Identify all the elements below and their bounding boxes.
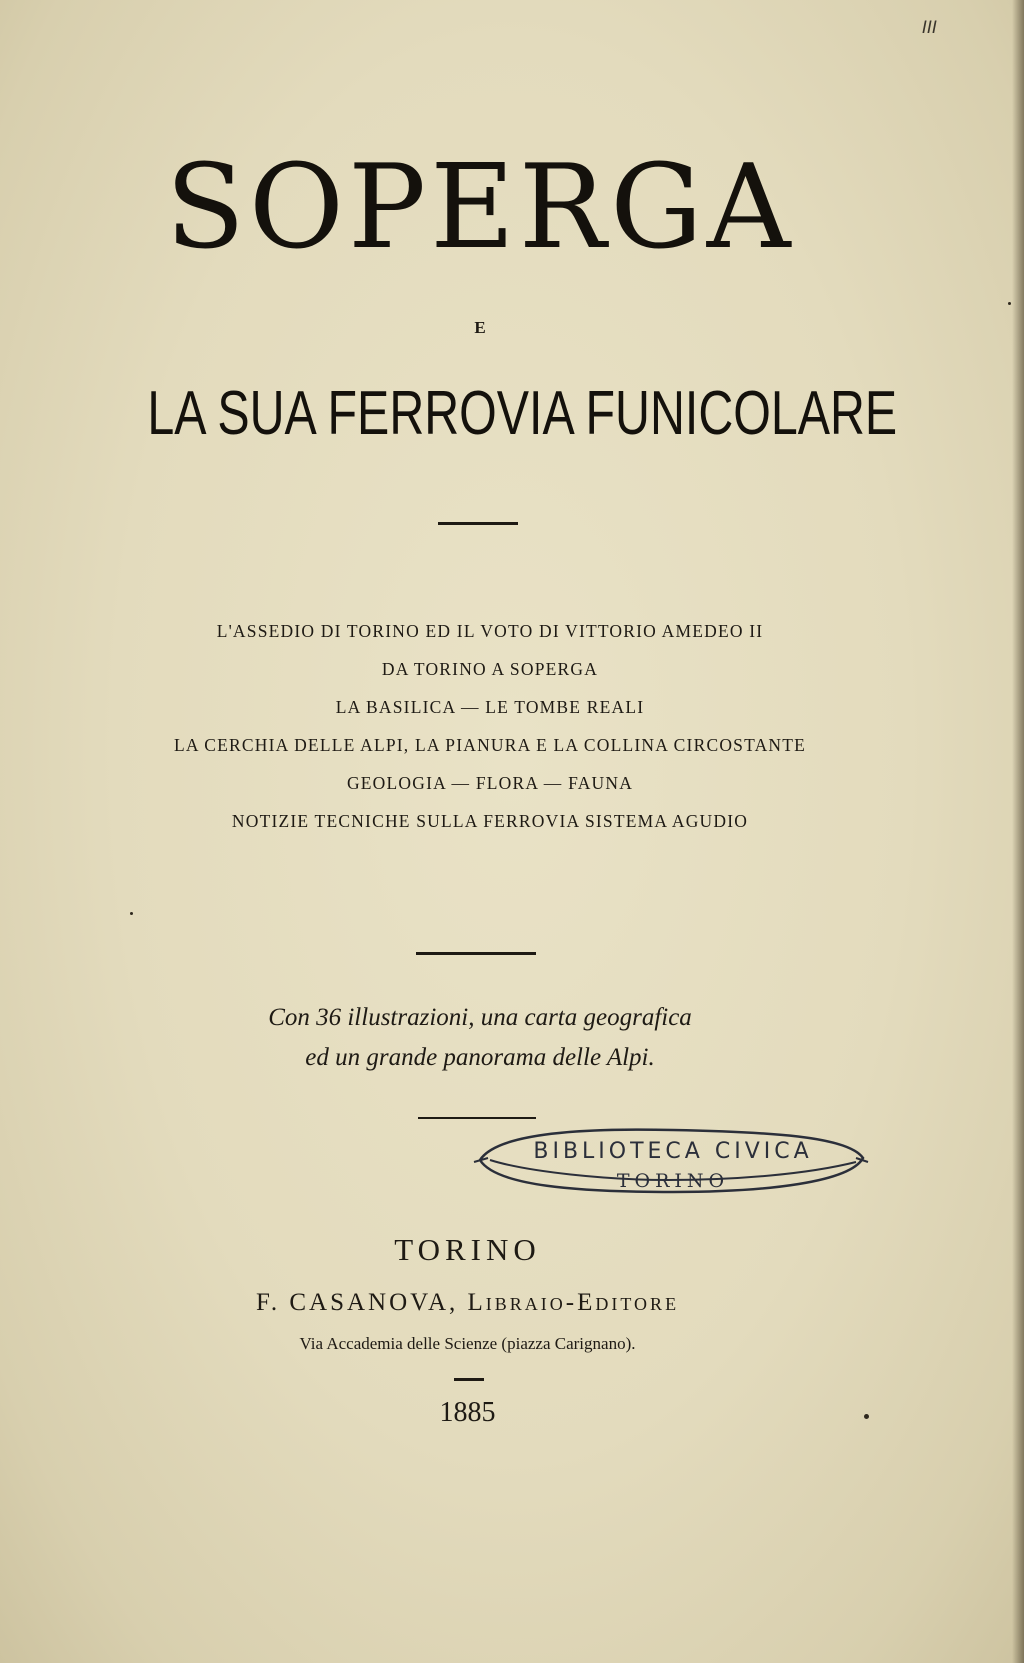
imprint-address: Via Accademia delle Scienze (piazza Carignano).	[299, 1334, 636, 1353]
stamp-line-1: BIBLIOTECA CIVICA	[533, 1139, 813, 1164]
publisher-name: F. CASANOVA	[255, 1289, 450, 1316]
paper-speck	[864, 1414, 869, 1419]
publisher-role: Libraio-Editore	[467, 1289, 680, 1316]
imprint-city: TORINO	[394, 1232, 541, 1267]
illustrations-line: ed un grande panorama delle Alpi.	[305, 1044, 655, 1071]
folio-number: III	[922, 18, 938, 38]
contents-list	[40, 612, 940, 840]
stamp-line-2: TORINO	[616, 1170, 730, 1192]
contents-line: L'ASSEDIO DI TORINO ED IL VOTO DI VITTORIO AMEDEO II	[216, 621, 764, 641]
illustrations-line: Con 36 illustrazioni, una carta geografica	[268, 1004, 692, 1031]
contents-line: GEOLOGIA — FLORA — FAUNA	[346, 773, 634, 793]
imprint-year: 1885	[439, 1397, 496, 1428]
contents-line: LA BASILICA — LE TOMBE REALI	[335, 697, 645, 717]
contents-line: DA TORINO A SOPERGA	[381, 659, 599, 679]
imprint-publisher	[0, 1289, 935, 1317]
title-conjunction: E	[474, 318, 486, 337]
book-subtitle: LA SUA FERROVIA FUNICOLARE	[147, 379, 898, 448]
book-title: SOPERGA	[165, 140, 795, 275]
illustrations-note	[0, 998, 960, 1078]
publisher-separator: ,	[449, 1289, 468, 1316]
divider-rule	[454, 1378, 484, 1381]
paper-speck	[130, 912, 133, 915]
paper-speck	[1008, 302, 1011, 305]
contents-line: LA CERCHIA DELLE ALPI, LA PIANURA E LA COLLINA CIRCOSTANTE	[173, 735, 807, 755]
contents-line: NOTIZIE TECNICHE SULLA FERROVIA SISTEMA AGUDIO	[231, 811, 749, 831]
divider-rule	[418, 1117, 536, 1119]
library-stamp	[468, 1120, 873, 1200]
divider-rule	[416, 952, 536, 955]
divider-rule	[438, 522, 518, 525]
